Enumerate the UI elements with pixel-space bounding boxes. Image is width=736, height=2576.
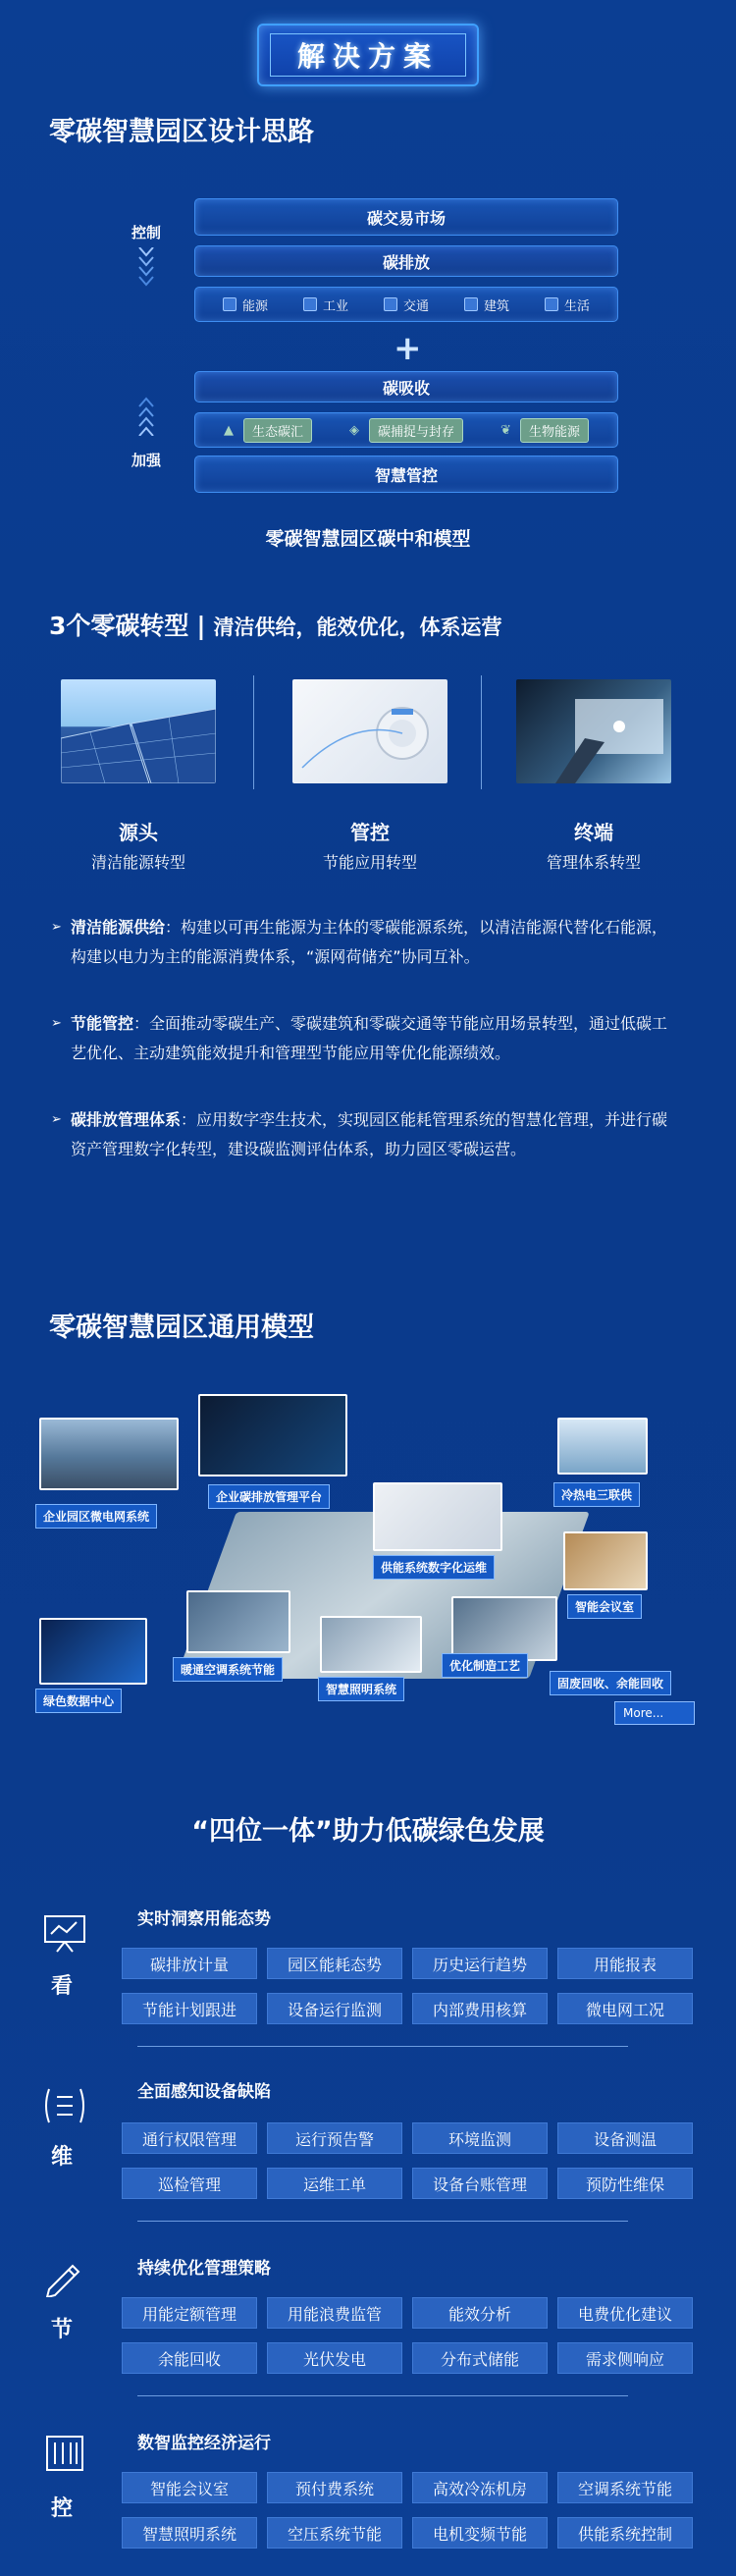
- tile: 分布式储能: [412, 2342, 548, 2374]
- tile: 光伏发电: [267, 2342, 402, 2374]
- para-heading: 碳排放管理体系: [71, 1110, 182, 1129]
- absorb-item-label: 碳捕捉与封存: [369, 418, 463, 443]
- emission-item: [545, 295, 590, 314]
- para-heading: 节能管控: [71, 1014, 134, 1033]
- tile: 微电网工况: [557, 1993, 693, 2024]
- tile: 运行预告警: [267, 2122, 402, 2154]
- control-label: 控制: [131, 224, 162, 242]
- col-sub-control: 节能应用转型: [322, 853, 417, 872]
- emission-item-label: 建筑: [483, 298, 509, 314]
- para-text: ：构建以可再生能源为主体的零碳能源系统，以清洁能源代替化石能源，构建以电力为主的能源消费体系，“源网荷储充”协同互补。: [71, 918, 668, 966]
- para-text: ：应用数字孪生技术，实现园区能耗管理系统的智慧化管理，并进行碳资产管理数字化转型，建设碳监测评估体系，助力园区零碳运营。: [71, 1110, 668, 1158]
- data-center-thumbnail: [39, 1618, 147, 1685]
- tile: 余能回收: [122, 2342, 257, 2374]
- tile: 设备测温: [557, 2122, 693, 2154]
- leaf-icon: ❦: [499, 423, 511, 438]
- tile: 设备台账管理: [412, 2168, 548, 2199]
- solar-panel-image: [61, 679, 216, 783]
- park-model-illustration: [39, 1394, 697, 1718]
- section-title-four-in-one: “四位一体”助力低碳绿色发展: [191, 1816, 545, 1847]
- col-sub-terminal: 管理体系转型: [546, 853, 641, 872]
- banner-title: 解决方案: [270, 33, 466, 77]
- energy-ops-thumbnail: [373, 1482, 502, 1551]
- tile: 巡检管理: [122, 2168, 257, 2199]
- energy-icon: [223, 297, 237, 311]
- carbon-market-label: 碳交易市场: [366, 208, 446, 228]
- tile: 智慧照明系统: [122, 2517, 257, 2549]
- para-energy-saving: [51, 1009, 679, 1068]
- tile: 用能定额管理: [122, 2297, 257, 2329]
- tag-lighting: 智慧照明系统: [318, 1677, 404, 1701]
- carbon-emission-label: 碳排放: [382, 252, 430, 272]
- manufacturing-thumbnail: [451, 1596, 557, 1661]
- col-title-control: 管控: [350, 821, 390, 844]
- terminal-touch-image: [516, 679, 671, 783]
- hvac-thumbnail: [186, 1590, 290, 1653]
- triangle-bullet-icon: ➢: [51, 1016, 62, 1031]
- emission-item: [223, 295, 268, 314]
- divider: [253, 675, 254, 789]
- tile: 电机变频节能: [412, 2517, 548, 2549]
- triangle-bullet-icon: ➢: [51, 1112, 62, 1127]
- emission-items-bar: [194, 287, 618, 322]
- tile: 内部费用核算: [412, 1993, 548, 2024]
- row-label-save: 节: [51, 2318, 74, 2342]
- tile: 空压系统节能: [267, 2517, 402, 2549]
- tile: 历史运行趋势: [412, 1948, 548, 1979]
- absorb-items-bar: [194, 412, 618, 448]
- emission-item-label: 交通: [402, 298, 429, 314]
- row-label-control: 控: [51, 2496, 74, 2521]
- transform-title-sub: 清洁供给，能效优化，体系运营: [213, 616, 502, 639]
- diagram-caption: 零碳智慧园区碳中和模型: [265, 528, 471, 550]
- smart-control-label: 智慧管控: [374, 465, 438, 485]
- tile: 供能系统控制: [557, 2517, 693, 2549]
- forest-icon: ▲: [223, 423, 234, 438]
- tile: 高效冷冻机房: [412, 2472, 548, 2503]
- col-title-source: 源头: [119, 821, 158, 844]
- row-head-view: 实时洞察用能态势: [137, 1909, 271, 1929]
- microgrid-thumbnail: [39, 1418, 179, 1490]
- building-icon: [464, 297, 478, 311]
- absorb-item: [500, 418, 589, 443]
- emission-item: [384, 295, 429, 314]
- tag-hvac: 暖通空调系统节能: [173, 1657, 283, 1682]
- tile: 预防性维保: [557, 2168, 693, 2199]
- transform-title-main: 3个零碳转型: [49, 612, 189, 640]
- row-divider: [137, 2395, 628, 2396]
- factory-icon: [303, 297, 317, 311]
- control-panel-icon: [41, 2433, 88, 2474]
- col-sub-source: 清洁能源转型: [90, 853, 185, 872]
- car-icon: [384, 297, 397, 311]
- solution-banner: [257, 24, 479, 86]
- tag-energy-ops: 供能系统数字化运维: [373, 1555, 495, 1580]
- absorb-item-label: 生态碳汇: [243, 418, 312, 443]
- tile: 节能计划跟进: [122, 1993, 257, 2024]
- triangle-bullet-icon: ➢: [51, 920, 62, 935]
- para-text: ：全面推动零碳生产、零碳建筑和零碳交通等节能应用场景转型，通过低碳工艺优化、主动建筑能效提升和管理型节能应用等优化能源绩效。: [71, 1014, 668, 1062]
- tag-carbon-platform: 企业碳排放管理平台: [208, 1484, 330, 1509]
- emission-item-label: 工业: [322, 298, 348, 314]
- tile: 通行权限管理: [122, 2122, 257, 2154]
- carbon-emission-bar: [194, 245, 618, 277]
- carbon-market-bar: [194, 198, 618, 236]
- carbon-absorb-label: 碳吸收: [382, 378, 430, 398]
- tile: 用能报表: [557, 1948, 693, 1979]
- emission-item-label: 能源: [241, 298, 268, 314]
- tile: 设备运行监测: [267, 1993, 402, 2024]
- emission-item: [303, 295, 348, 314]
- row-head-control: 数智监控经济运行: [137, 2434, 271, 2453]
- row-label-maintain: 维: [51, 2145, 74, 2170]
- presentation-board-icon: [41, 1912, 88, 1954]
- tile: 碳排放计量: [122, 1948, 257, 1979]
- tag-manufacturing: 优化制造工艺: [442, 1653, 528, 1678]
- layers-icon: ◈: [348, 423, 359, 438]
- row-divider: [137, 2046, 628, 2047]
- down-arrow-icon: [135, 247, 157, 287]
- more-button[interactable]: More...: [614, 1701, 695, 1725]
- absorb-item-label: 生物能源: [520, 418, 589, 443]
- row-label-view: 看: [51, 1974, 74, 1999]
- divider: [481, 675, 482, 789]
- absorb-item: [224, 418, 312, 443]
- tag-meeting-room: 智能会议室: [567, 1594, 642, 1619]
- para-carbon-management: [51, 1105, 679, 1164]
- row-head-save: 持续优化管理策略: [137, 2259, 271, 2279]
- tag-cchp: 冷热电三联供: [553, 1482, 640, 1507]
- tile: 园区能耗态势: [267, 1948, 402, 1979]
- tile: 智能会议室: [122, 2472, 257, 2503]
- tile: 电费优化建议: [557, 2297, 693, 2329]
- plus-icon: +: [394, 329, 422, 368]
- carbon-absorb-bar: [194, 371, 618, 402]
- tile: 用能浪费监管: [267, 2297, 402, 2329]
- enhance-label: 加强: [131, 452, 162, 469]
- tag-waste-recovery: 固废回收、余能回收: [550, 1671, 671, 1695]
- tag-data-center: 绿色数据中心: [35, 1689, 122, 1713]
- absorb-item: [349, 418, 463, 443]
- emission-item: [464, 295, 509, 314]
- para-heading: 清洁能源供给: [71, 918, 166, 937]
- cchp-thumbnail: [557, 1418, 648, 1475]
- row-divider: [137, 2221, 628, 2222]
- smart-controller-image: [292, 679, 447, 783]
- section-title-transform: [49, 607, 502, 642]
- tile: 需求侧响应: [557, 2342, 693, 2374]
- pencil-icon: [41, 2256, 88, 2297]
- maintenance-list-icon: [41, 2085, 88, 2126]
- col-title-terminal: 终端: [574, 821, 613, 844]
- lighting-thumbnail: [320, 1616, 422, 1673]
- carbon-platform-thumbnail: [198, 1394, 347, 1476]
- para-clean-energy: [51, 913, 679, 972]
- smart-control-bar: [194, 456, 618, 493]
- meeting-room-thumbnail: [563, 1531, 648, 1590]
- transform-title-separator: |: [196, 612, 206, 640]
- tile: 环境监测: [412, 2122, 548, 2154]
- section-title-design: 零碳智慧园区设计思路: [49, 117, 314, 147]
- tile: 空调系统节能: [557, 2472, 693, 2503]
- section-title-model: 零碳智慧园区通用模型: [49, 1313, 314, 1343]
- tag-microgrid: 企业园区微电网系统: [35, 1504, 157, 1529]
- tile: 预付费系统: [267, 2472, 402, 2503]
- tile: 运维工单: [267, 2168, 402, 2199]
- row-head-maintain: 全面感知设备缺陷: [137, 2082, 271, 2102]
- tile: 能效分析: [412, 2297, 548, 2329]
- emission-item-label: 生活: [563, 298, 590, 314]
- up-arrow-icon: [135, 397, 157, 436]
- people-icon: [545, 297, 558, 311]
